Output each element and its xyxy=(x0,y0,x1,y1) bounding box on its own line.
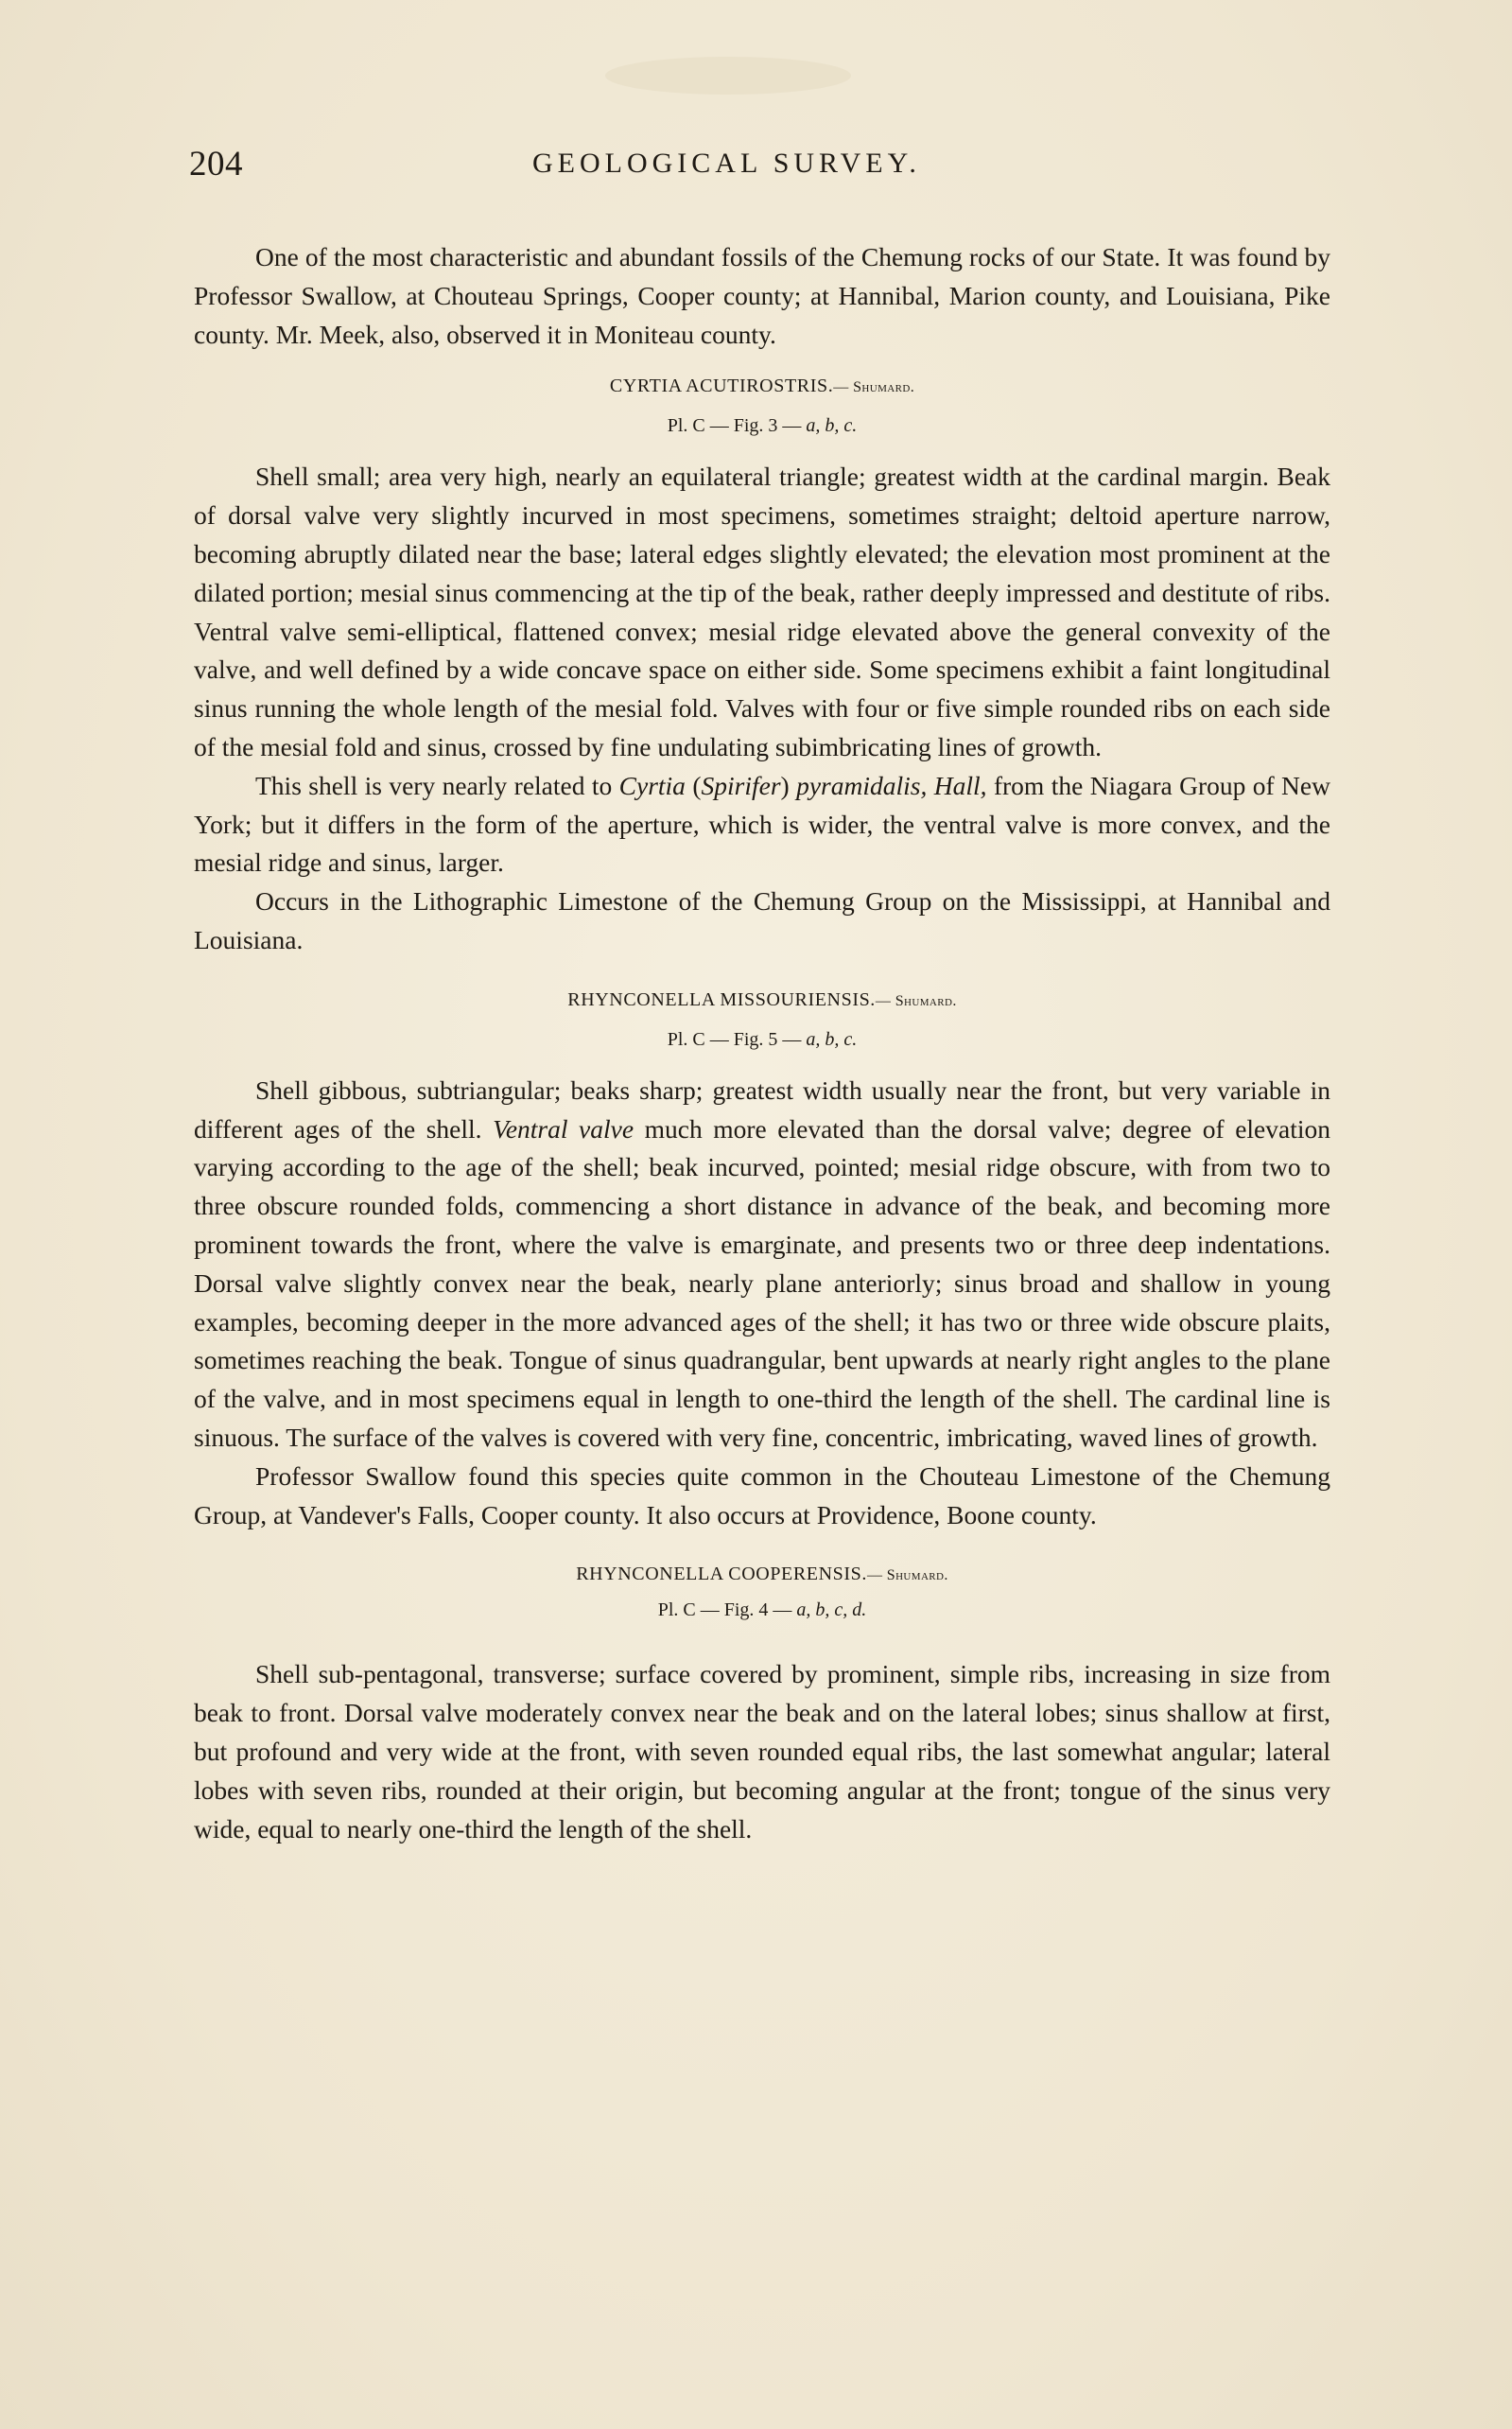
plate-reference xyxy=(194,411,1330,441)
species-epithet: pyramidalis, Hall, xyxy=(796,770,987,800)
species-occurrence: Professor Swallow found this species quite common in the Chouteau Limestone of the Chemung Group, at Vandever's Falls, Cooper county. It also occurs at Providence, Boone county. xyxy=(194,1460,1330,1529)
species-occurrence: Occurs in the Lithographic Limestone of the Chemung Group on the Mississippi, at Hannibal and Louisiana. xyxy=(194,886,1330,954)
species-description xyxy=(194,1072,1330,1458)
species-section-rhynconella-cooperensis xyxy=(194,1559,1330,1848)
species-heading xyxy=(194,985,1330,1017)
plate-ref-figures: a, b, c, d. xyxy=(796,1599,867,1621)
subgenus-name: Spirifer xyxy=(701,770,781,800)
ventral-valve-term: Ventral valve xyxy=(493,1113,634,1144)
comparison-text-end: from the Niagara Group of New York; but it differs in the form of the aperture, which is wider, the ventral valve is more convex, and the mesial ridge and sinus, larger. xyxy=(194,770,1330,878)
plate-ref-prefix: Pl. C — Fig. 5 — xyxy=(667,1028,807,1050)
species-heading xyxy=(194,371,1330,403)
running-title: GEOLOGICAL SURVEY. xyxy=(532,148,921,179)
paper-stain xyxy=(605,57,851,95)
plate-reference xyxy=(194,1024,1330,1055)
species-heading xyxy=(194,1559,1330,1591)
species-name: CYRTIA ACUTIROSTRIS. xyxy=(609,376,834,397)
species-description: Shell sub-pentagonal, transverse; surface covered by prominent, simple ribs, increasing in size from beak to front. Dorsal valve moderately convex near the beak and on the lateral lobes; sinus shallow at first, but profound and very wide at the front, with seven rounded equal ribs, the last somewhat angular; lateral lobes with seven ribs, rounded at their origin, but becoming angular at the front; tongue of the sinus very wide, equal to nearly one-third the length of the shell. xyxy=(194,1659,1330,1844)
description-text-end: much more elevated than the dorsal valve; degree of elevation varying according to the age of the shell; beak incurved, pointed; mesial ridge obscure, with from two to three obscure rounded folds, commencing a short distance in advance of the beak, and becoming more prominent towards the front, where the valve is emarginate, and presents two or three deep indentations. Dorsal valve slightly convex near the beak, nearly plane anteriorly; sinus broad and shallow in young examples, becoming deeper in the more advanced ages of the shell; it has two or three wide obscure plaits, sometimes reaching the beak. Tongue of sinus quadrangular, bent upwards at nearly right angles to the plane of the valve, and in most specimens equal in length to one-third the length of the shell. The cardinal line is sinuous. The surface of the valves is covered with very fine, concentric, imbricating, waved lines of growth. xyxy=(194,1113,1330,1452)
paren-open: ( xyxy=(685,770,702,800)
plate-ref-figures: a, b, c. xyxy=(806,1028,858,1050)
genus-name: Cyrtia xyxy=(618,770,686,800)
species-section-rhynconella-missouriensis xyxy=(194,985,1330,1535)
plate-ref-prefix: Pl. C — Fig. 4 — xyxy=(657,1599,797,1621)
species-author: — Shumard. xyxy=(875,992,957,1009)
body-text xyxy=(194,238,1330,1848)
paren-close: ) xyxy=(780,770,797,800)
species-description: Shell small; area very high, nearly an equilateral triangle; greatest width at the cardinal margin. Beak of dorsal valve very slightly incurved in most specimens, sometimes straight; deltoid aperture narrow, becoming abruptly dilated near the base; lateral edges slightly elevated; the elevation most prominent at the dilated portion; mesial sinus commencing at the tip of the beak, rather deeply impressed and destitute of ribs. Ventral valve semi-elliptical, flattened convex; mesial ridge elevated above the general convexity of the valve, and well defined by a wide concave space on either side. Some specimens exhibit a faint longitudinal sinus running the whole length of the mesial fold. Valves with four or five simple rounded ribs on each side of the mesial fold and sinus, crossed by fine undulating subimbricating lines of growth. xyxy=(194,462,1330,761)
species-section-cyrtia-acutirostris xyxy=(194,371,1330,959)
page-number: 204 xyxy=(189,145,243,183)
comparison-text: This shell is very nearly related to xyxy=(255,770,619,800)
species-name: RHYNCONELLA COOPERENSIS. xyxy=(576,1564,867,1585)
plate-ref-prefix: Pl. C — Fig. 3 — xyxy=(667,415,807,437)
running-head xyxy=(189,144,1333,191)
species-author: — Shumard. xyxy=(866,1567,948,1584)
description-text: Shell gibbous, subtriangular; beaks sharp; greatest width usually near the front, but very variable in different ages of the shell. xyxy=(194,1075,1330,1144)
species-name: RHYNCONELLA MISSOURIENSIS. xyxy=(567,988,876,1010)
plate-reference xyxy=(194,1595,1330,1625)
species-comparison xyxy=(194,767,1330,882)
plate-ref-figures: a, b, c. xyxy=(806,415,858,437)
species-author: — Shumard. xyxy=(833,379,915,396)
intro-paragraph: One of the most characteristic and abundant fossils of the Chemung rocks of our State. It was found by Professor Swallow, at Chouteau Springs, Cooper county; at Hannibal, Marion county, and Louisiana, Pike county. Mr. Meek, also, observed it in Moniteau county. xyxy=(194,242,1330,349)
